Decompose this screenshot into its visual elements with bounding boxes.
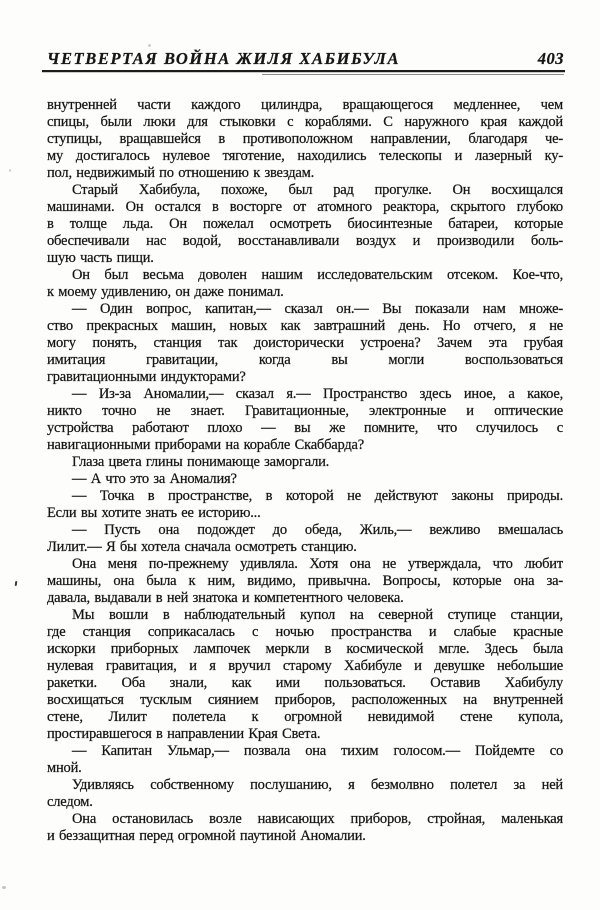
text-line: в толще льда. Он пожелал осмотреть биосинтезные батареи, которые (47, 216, 563, 232)
paragraph (47, 522, 563, 556)
text-line: нулевая гравитация, и я вручил старому Хабибуле и девушке небольшие (47, 658, 563, 674)
text-line: гравитационными индукторами? (47, 369, 246, 385)
text-line: следом. (47, 794, 93, 810)
paragraph (47, 488, 563, 522)
text-line: и беззащитная перед огромной паутиной Аномалии. (47, 828, 366, 844)
text-line: стене, Лилит полетела к огромной невидимой стене купола, (47, 709, 563, 725)
text-line: машины, она была к ним, видимо, привычна. Вопросы, которые она за- (47, 573, 563, 589)
text-line: спицы, были люки для стыковки с кораблями. С наружного края каждой (47, 114, 563, 130)
text-line: — Из-за Аномалии,— сказал я.— Пространство здесь иное, а какое, (72, 386, 563, 402)
text-line: — Точка в пространстве, в которой не действуют законы природы. (72, 488, 563, 504)
paragraph (47, 743, 563, 777)
header-rule-echo (262, 74, 564, 75)
text-line: Мы вошли в наблюдательный купол на северной ступице станции, (72, 607, 563, 623)
text-line: Он был весьма доволен нашим исследовательским отсеком. Кое-что, (72, 267, 563, 283)
scan-speck (2, 886, 6, 889)
paragraph (47, 811, 563, 845)
text-line: — Пусть она подождет до обеда, Жиль,— вежливо вмешалась (72, 522, 563, 538)
paragraph (47, 471, 563, 488)
text-line: Лилит.— Я бы хотела сначала осмотреть станцию. (47, 539, 357, 555)
text-line: имитация гравитации, когда вы могли воспользоваться (47, 352, 563, 368)
paragraph (47, 386, 563, 454)
text-line: шую часть пищи. (47, 250, 154, 266)
text-line: давала, выдавали в ней знатока и компетентного человека. (47, 590, 404, 606)
text-line: — Капитан Ульмар,— позвала она тихим голосом.— Пойдемте со (72, 743, 563, 759)
text-line: никто точно не знает. Гравитационные, электронные и оптические (47, 403, 563, 419)
text-line: простиравшегося в направлении Края Света. (47, 726, 321, 742)
running-title: ЧЕТВЕРТАЯ ВОЙНА ЖИЛЯ ХАБИБУЛА (47, 49, 401, 68)
text-line: где станция соприкасалась с ночью пространства и слабые красные (47, 624, 563, 640)
text-line: машинами. Он остался в восторге от атомного реактора, скрытого глубоко (47, 199, 563, 215)
paragraph (47, 607, 563, 743)
text-line: Она остановилась возле нависающих приборов, стройная, маленькая (72, 811, 563, 827)
text-line: мной. (47, 760, 82, 776)
text-line: могу понять, станция так доисторически устроена? Зачем эта грубая (47, 335, 563, 351)
text-line: — А что это за Аномалия? (72, 471, 237, 487)
text-line: восхищаться тусклым сиянием приборов, расположенных на внутренней (47, 692, 563, 708)
scan-speck (9, 169, 11, 172)
text-line: ство прекрасных машин, новых как завтрашний день. Но отчего, я не (47, 318, 563, 334)
text-line: Она меня по-прежнему удивляла. Хотя она не утверждала, что любит (72, 556, 563, 572)
paragraph (47, 182, 563, 267)
page-number: 403 (537, 49, 564, 68)
paragraph (47, 97, 563, 182)
paragraph (47, 454, 563, 471)
text-line: обеспечивали нас водой, восстанавливали воздух и производили боль- (47, 233, 563, 249)
text-line: Глаза цвета глины понимающе заморгали. (72, 454, 330, 470)
text-line: Удивляясь собственному послушанию, я безмолвно полетел за ней (72, 777, 563, 793)
text-line: ступицы, вращавшейся в противоположном направлении, благодаря че- (47, 131, 563, 147)
text-line: внутренней части каждого цилиндра, вращающегося медленнее, чем (47, 97, 563, 113)
text-line: — Один вопрос, капитан,— сказал он.— Вы показали нам множе- (72, 301, 563, 317)
text-line: пол, недвижимый по отношению к звездам. (47, 165, 315, 181)
header-rule (42, 70, 565, 72)
paragraph (47, 556, 563, 607)
page-body (47, 97, 563, 845)
text-line: к моему удивлению, он даже понимал. (47, 284, 284, 300)
paragraph (47, 301, 563, 386)
paragraph (47, 777, 563, 811)
text-line: му достигалось нулевое тяготение, находились телескопы и лазерный ку- (47, 148, 563, 164)
scan-speck (148, 44, 151, 47)
text-line: устройства работают плохо — вы же помните, что случилось с (47, 420, 563, 436)
text-line: ракетки. Оба знали, как ими пользоваться. Оставив Хабибулу (47, 675, 563, 691)
text-line: навигационными приборами на корабле Скаббарда? (47, 437, 365, 453)
scan-speck (15, 581, 18, 586)
text-line: Старый Хабибула, похоже, был рад прогулке. Он восхищался (72, 182, 563, 198)
text-line: Если вы хотите знать ее историю... (47, 505, 261, 521)
page-header (47, 49, 564, 69)
text-line: искорки приборных лампочек меркли в космической мгле. Здесь была (47, 641, 563, 657)
paragraph (47, 267, 563, 301)
